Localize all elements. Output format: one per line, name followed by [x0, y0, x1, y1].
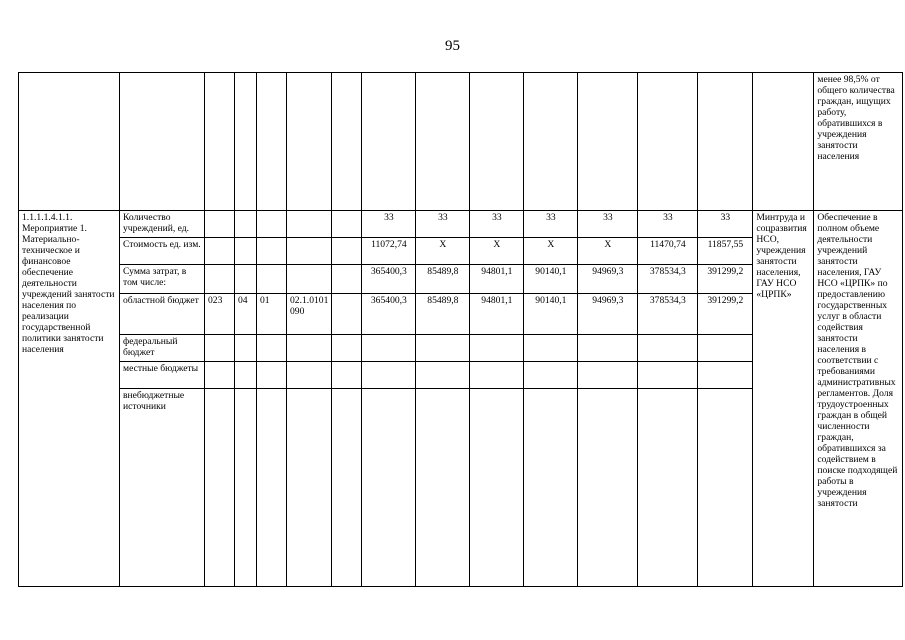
code-cell — [205, 389, 235, 587]
value-cell: 94969,3 — [578, 294, 638, 335]
value-cell — [416, 389, 470, 587]
table-row — [19, 211, 903, 238]
value-cell: 11857,55 — [698, 238, 753, 265]
value-cell: 33 — [362, 211, 416, 238]
code-cell — [257, 362, 287, 389]
code-cell — [257, 389, 287, 587]
row-label: Сумма затрат, в том числе: — [120, 265, 205, 294]
value-cell — [362, 335, 416, 362]
value-cell — [470, 389, 524, 587]
row-label: внебюджетные источники — [120, 389, 205, 587]
value-cell — [470, 335, 524, 362]
empty-cell — [332, 265, 362, 294]
value-cell: X — [416, 238, 470, 265]
value-cell — [698, 389, 753, 587]
code-cell — [235, 211, 257, 238]
code-cell — [205, 335, 235, 362]
code-cell — [205, 265, 235, 294]
code-cell — [235, 389, 257, 587]
code-cell: 02.1.0101 090 — [287, 294, 332, 335]
value-cell — [524, 362, 578, 389]
value-cell: 94969,3 — [578, 265, 638, 294]
measure-name: 1.1.1.1.4.1.1. Мероприятие 1. Материально-техническое и финансовое обеспечение деятельности учреждений занятости населения по реализации государственной политики занятости населения — [19, 211, 120, 587]
code-cell — [287, 335, 332, 362]
value-cell — [416, 335, 470, 362]
value-cell: 33 — [416, 211, 470, 238]
value-cell — [578, 335, 638, 362]
code-cell — [205, 238, 235, 265]
program-table — [18, 72, 903, 587]
row-label: Стоимость ед. изм. — [120, 238, 205, 265]
value-cell: X — [524, 238, 578, 265]
continuation-row — [19, 73, 903, 211]
value-cell: 33 — [470, 211, 524, 238]
value-cell: 33 — [578, 211, 638, 238]
value-cell — [638, 389, 698, 587]
value-cell: 90140,1 — [524, 294, 578, 335]
value-cell: X — [470, 238, 524, 265]
value-cell: 94801,1 — [470, 294, 524, 335]
row-label: местные бюджеты — [120, 362, 205, 389]
value-cell: 391299,2 — [698, 265, 753, 294]
value-cell: 11072,74 — [362, 238, 416, 265]
code-cell — [235, 335, 257, 362]
value-cell: 365400,3 — [362, 265, 416, 294]
code-cell — [205, 362, 235, 389]
value-cell — [578, 389, 638, 587]
row-label: федеральный бюджет — [120, 335, 205, 362]
code-cell: 04 — [235, 294, 257, 335]
executor: Минтруда и соцразвития НСО, учреждения занятости населения, ГАУ НСО «ЦРПК» — [753, 211, 814, 587]
value-cell: 85489,8 — [416, 294, 470, 335]
value-cell: 391299,2 — [698, 294, 753, 335]
value-cell: 85489,8 — [416, 265, 470, 294]
value-cell — [524, 335, 578, 362]
value-cell — [362, 362, 416, 389]
code-cell — [257, 238, 287, 265]
empty-cell — [332, 335, 362, 362]
value-cell: 33 — [524, 211, 578, 238]
value-cell: 90140,1 — [524, 265, 578, 294]
value-cell — [578, 362, 638, 389]
code-cell — [257, 335, 287, 362]
code-cell — [257, 265, 287, 294]
code-cell — [257, 211, 287, 238]
page-number: 95 — [445, 38, 460, 54]
value-cell — [470, 362, 524, 389]
empty-cell — [332, 362, 362, 389]
code-cell — [205, 211, 235, 238]
value-cell — [638, 362, 698, 389]
expected-result: Обеспечение в полном объеме деятельности учреждений занятости населения, ГАУ НСО «ЦРПК» по предоставлению государственных услуг в области содействия занятости населения в соответствии с требованиями административных регламентов. Доля трудоустроенных граждан в общей численности граждан, обратившихся за содействием в поиске подходящей работы в учреждения занятости — [814, 211, 903, 587]
value-cell: 11470,74 — [638, 238, 698, 265]
value-cell: 94801,1 — [470, 265, 524, 294]
value-cell: 365400,3 — [362, 294, 416, 335]
code-cell — [287, 362, 332, 389]
value-cell: 378534,3 — [638, 265, 698, 294]
code-cell — [235, 362, 257, 389]
row-label: областной бюджет — [120, 294, 205, 335]
code-cell — [235, 265, 257, 294]
empty-cell — [332, 389, 362, 587]
empty-cell — [332, 294, 362, 335]
value-cell — [698, 362, 753, 389]
empty-cell — [332, 238, 362, 265]
value-cell — [416, 362, 470, 389]
empty-cell — [332, 211, 362, 238]
code-cell: 01 — [257, 294, 287, 335]
value-cell: X — [578, 238, 638, 265]
code-cell — [287, 238, 332, 265]
value-cell — [362, 389, 416, 587]
value-cell — [638, 335, 698, 362]
code-cell — [287, 211, 332, 238]
code-cell — [235, 238, 257, 265]
row-label: Количество учреждений, ед. — [120, 211, 205, 238]
code-cell — [287, 389, 332, 587]
value-cell — [524, 389, 578, 587]
value-cell — [698, 335, 753, 362]
code-cell — [287, 265, 332, 294]
continuation-text: менее 98,5% от общего количества граждан, ищущих работу, обратившихся в учреждения занятости населения — [814, 73, 903, 211]
value-cell: 378534,3 — [638, 294, 698, 335]
value-cell: 33 — [698, 211, 753, 238]
value-cell: 33 — [638, 211, 698, 238]
code-cell: 023 — [205, 294, 235, 335]
